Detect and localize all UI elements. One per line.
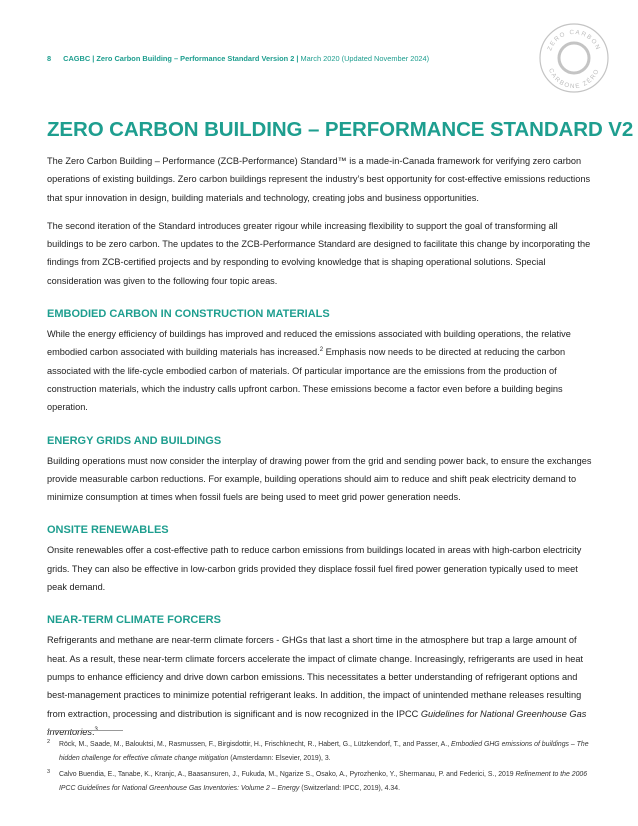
footnote-ref-2[interactable]: 2	[319, 347, 324, 354]
zero-carbon-seal-icon	[538, 22, 610, 94]
energy-grids-paragraph: Building operations must now consider the interplay of drawing power from the grid and sending power back, to ensure the exchanges provide measurable carbon reductions. For example, building operations should aim to reduce and shift peak electricity demand to minimize consumption at times when fossil fuels are being used to meet grid power generation needs.	[47, 455, 592, 503]
svg-text:CARBONE ZÉRO: CARBONE ZÉRO	[547, 67, 601, 91]
heading-climate-forcers: NEAR-TERM CLIMATE FORCERS	[47, 614, 221, 627]
footnote-divider	[47, 730, 123, 731]
climate-forcers-paragraph: Refrigerants and methane are near-term climate forcers - GHGs that last a short time in the atmosphere but trap a large amount of heat. As a result, these near-term climate forcers accelerate the impact of climate change. Increasingly, refrigerants are used in heat pumps to enhance efficiency and drive down carbon emissions. This necessitates a better understanding of refrigerant options and best-management practices to minimize potential refrigerant leaks. In addition, the impact of unintended methane releases resulting from extraction, processing and distribution is significant and is now recognized in the IPCC Guidelines for National Greenhouse Gas Inventories.$^3$	[47, 635, 587, 737]
running-header	[47, 54, 429, 63]
svg-text:ZERO CARBON: ZERO CARBON	[546, 28, 602, 52]
page-title: ZERO CARBON BUILDING – PERFORMANCE STANDARD V2	[47, 118, 634, 141]
embodied-carbon-paragraph: While the energy efficiency of buildings has improved and reduced the emissions associated with building operations, the relative embodied carbon associated with building materials has increased.$^2$ Emphasis now needs to be directed at reducing the carbon associated with the life-cycle embodied carbon of materials. Of particular importance are the emissions from the production of construction materials, which the industry calls upfront carbon. These emissions become a factor even before a building begins operation.	[47, 329, 571, 413]
main-content	[47, 152, 595, 751]
intro-paragraph-1: The Zero Carbon Building – Performance (ZCB-Performance) Standard™ is a made-in-Canada framework for verifying zero carbon operations of existing buildings. Zero carbon buildings represent the industry’s best opportunity for cost-effective emissions reductions that spur innovation in design, building materials and technology, creating jobs and business opportunities.	[47, 156, 591, 203]
intro-paragraph-2: The second iteration of the Standard introduces greater rigour while increasing flexibility to support the goal of transforming all buildings to be zero carbon. The updates to the ZCB-Performance Standard are designed to facilitate this change by incorporating the findings from ZCB-certified projects and by responding to evolving knowledge that is shaping operational solutions. Special consideration was given to the following four topic areas.	[47, 220, 591, 286]
heading-energy-grids: ENERGY GRIDS AND BUILDINGS	[47, 434, 222, 447]
page-number: 8	[47, 54, 52, 63]
footnote-2: 2 Röck, M., Saade, M., Balouktsi, M., Rasmussen, F., Birgisdottir, H., Frischknecht, R., Habert, G., Lützkendorf, T., and Passer, A., Embodied GHG emissions of buildings – The hidden challenge for effective climate change mitigation (Amsterdamn: Elsevier, 2019), 3.	[47, 738, 595, 765]
onsite-renewables-paragraph: Onsite renewables offer a cost-effective path to reduce carbon emissions from buildings located in areas with high-carbon electricity grids. They can also be effective in low-carbon grids provided they displace fossil fuel fired power generation typically used to meet peak demand.	[47, 545, 582, 593]
publication-date: March 2020 (Updated November 2024)	[298, 54, 430, 63]
heading-embodied-carbon: EMBODIED CARBON IN CONSTRUCTION MATERIALS	[47, 308, 330, 321]
footnote-3: 3 Calvo Buendia, E., Tanabe, K., Kranjc, A., Baasansuren, J., Fukuda, M., Ngarize S., Osako, A., Pyrozhenko, Y., Shermanau, P. and Federici, S., 2019 Refinement to the 2006 IPCC Guidelines for National Greenhouse Gas Inventories: Volume 2 – Energy (Switzerland: IPCC, 2019), 4.34.	[47, 768, 595, 795]
footnote-number: 2	[47, 739, 51, 745]
heading-onsite-renewables: ONSITE RENEWABLES	[47, 524, 169, 537]
footnote-ref-3[interactable]: 3	[94, 726, 98, 733]
footnotes	[47, 738, 595, 798]
publication-title: CAGBC | Zero Carbon Building – Performance Standard Version 2 |	[63, 54, 299, 63]
footnote-number: 3	[47, 769, 51, 775]
